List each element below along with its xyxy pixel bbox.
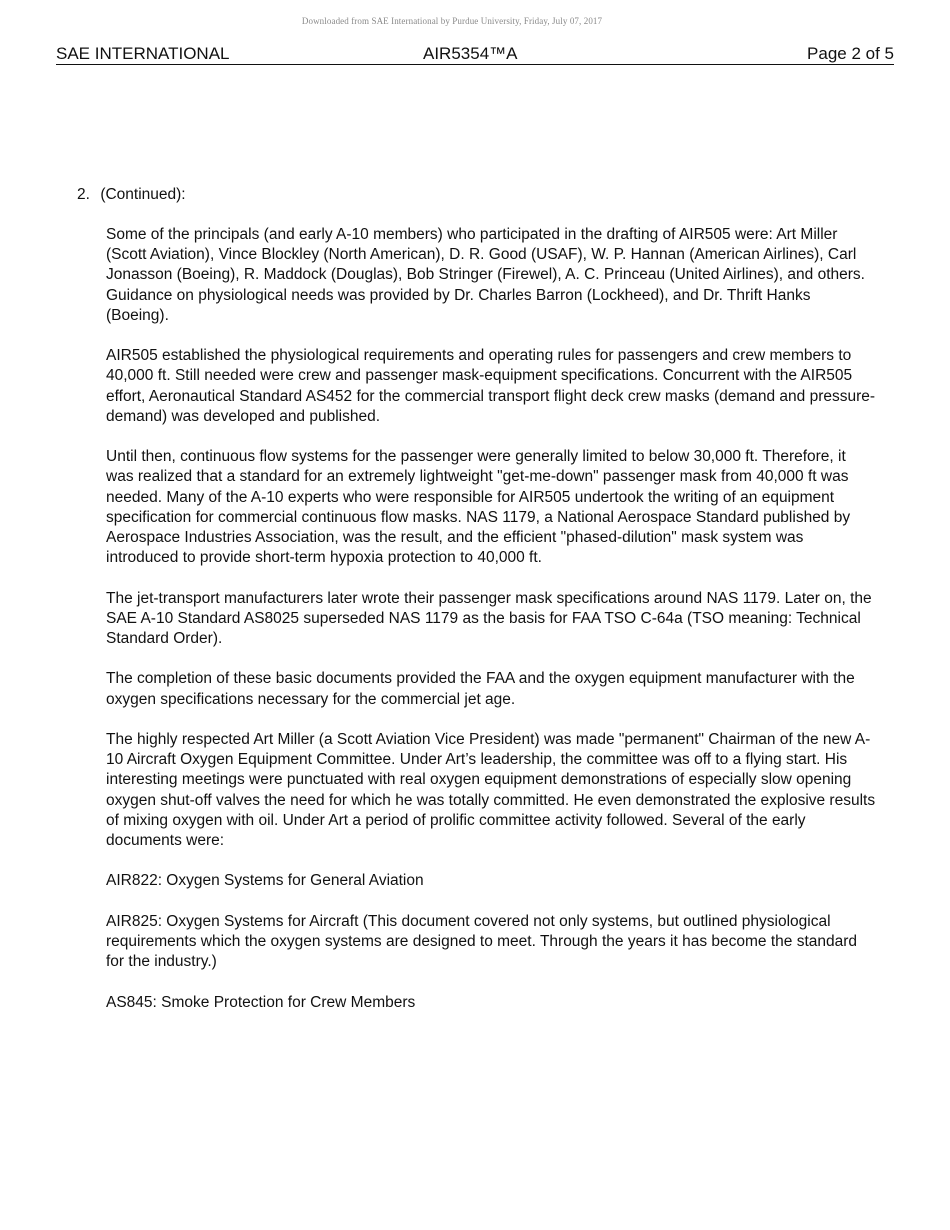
header-organization: SAE INTERNATIONAL <box>56 44 230 63</box>
paragraph-air505-requirements: AIR505 established the physiological requirements and operating rules for passengers and crew members to 40,000 ft. Still needed were crew and passenger mask-equipment specifications. Concurrent with the AIR505 effort, Aeronautical Standard AS452 for the commercial transport flight deck crew masks (demand and pressure-demand) was developed and published. <box>106 347 876 425</box>
section-title: (Continued): <box>100 186 186 203</box>
page-header <box>56 44 894 65</box>
body-text <box>106 225 876 1033</box>
header-document-id: AIR5354™A <box>423 44 518 63</box>
paragraph-jet-transport: The jet-transport manufacturers later wrote their passenger mask specifications around NAS 1179. Later on, the SAE A-10 Standard AS8025 superseded NAS 1179 as the basis for FAA TSO C-64a (TSO meaning: Technical Standard Order). <box>106 589 872 648</box>
header-page-number: Page 2 of 5 <box>807 44 894 63</box>
section-heading <box>77 185 186 205</box>
paragraph-principals: Some of the principals (and early A-10 members) who participated in the drafting of AIR505 were: Art Miller (Scott Aviation), Vince Blockley (North American), D. R. Good (USAF), W. P. Hannan (American Airlines), Carl Jonasson (Boeing), R. Maddock (Douglas), Bob Stringer (Firewel), A. C. Princeau (United Airlines), and others. Guidance on physiological needs was provided by Dr. Charles Barron (Lockheed), and Dr. Thrift Hanks (Boeing). <box>106 226 865 324</box>
list-item-as845: AS845: Smoke Protection for Crew Members <box>106 993 416 1011</box>
paragraph-continuous-flow: Until then, continuous flow systems for the passenger were generally limited to below 30,000 ft. Therefore, it was realized that a standard for an extremely lightweight "get-me-down" passenger mask from 40,000 ft was needed. Many of the A-10 experts who were responsible for AIR505 undertook the writing of an equipment specification for commercial continuous flow masks. NAS 1179, a National Aerospace Standard published by Aerospace Industries Association, was the result, and the efficient "phased-dilution" mask system was introduced to provide short-term hypoxia protection to 40,000 ft. <box>106 448 851 567</box>
list-item-air825: AIR825: Oxygen Systems for Aircraft (This document covered not only systems, but outlined physiological requirements which the oxygen systems are designed to meet. Through the years it has become the standard for the industry.) <box>106 912 858 971</box>
paragraph-art-miller: The highly respected Art Miller (a Scott Aviation Vice President) was made "permanent" Chairman of the new A-10 Aircraft Oxygen Equipment Committee. Under Art’s leadership, the committee was off to a flying start. His interesting meetings were punctuated with real oxygen equipment demonstrations of especially slow opening oxygen shut-off valves the need for which he was totally committed. He even demonstrated the explosive results of mixing oxygen with oil. Under Art a period of prolific committee activity followed. Several of the early documents were: <box>106 731 876 850</box>
download-watermark: Downloaded from SAE International by Purdue University, Friday, July 07, 2017 <box>301 16 603 26</box>
paragraph-completion: The completion of these basic documents provided the FAA and the oxygen equipment manufacturer with the oxygen specifications necessary for the commercial jet age. <box>106 670 855 708</box>
list-item-air822: AIR822: Oxygen Systems for General Aviation <box>106 872 424 890</box>
section-number: 2. <box>77 186 90 203</box>
